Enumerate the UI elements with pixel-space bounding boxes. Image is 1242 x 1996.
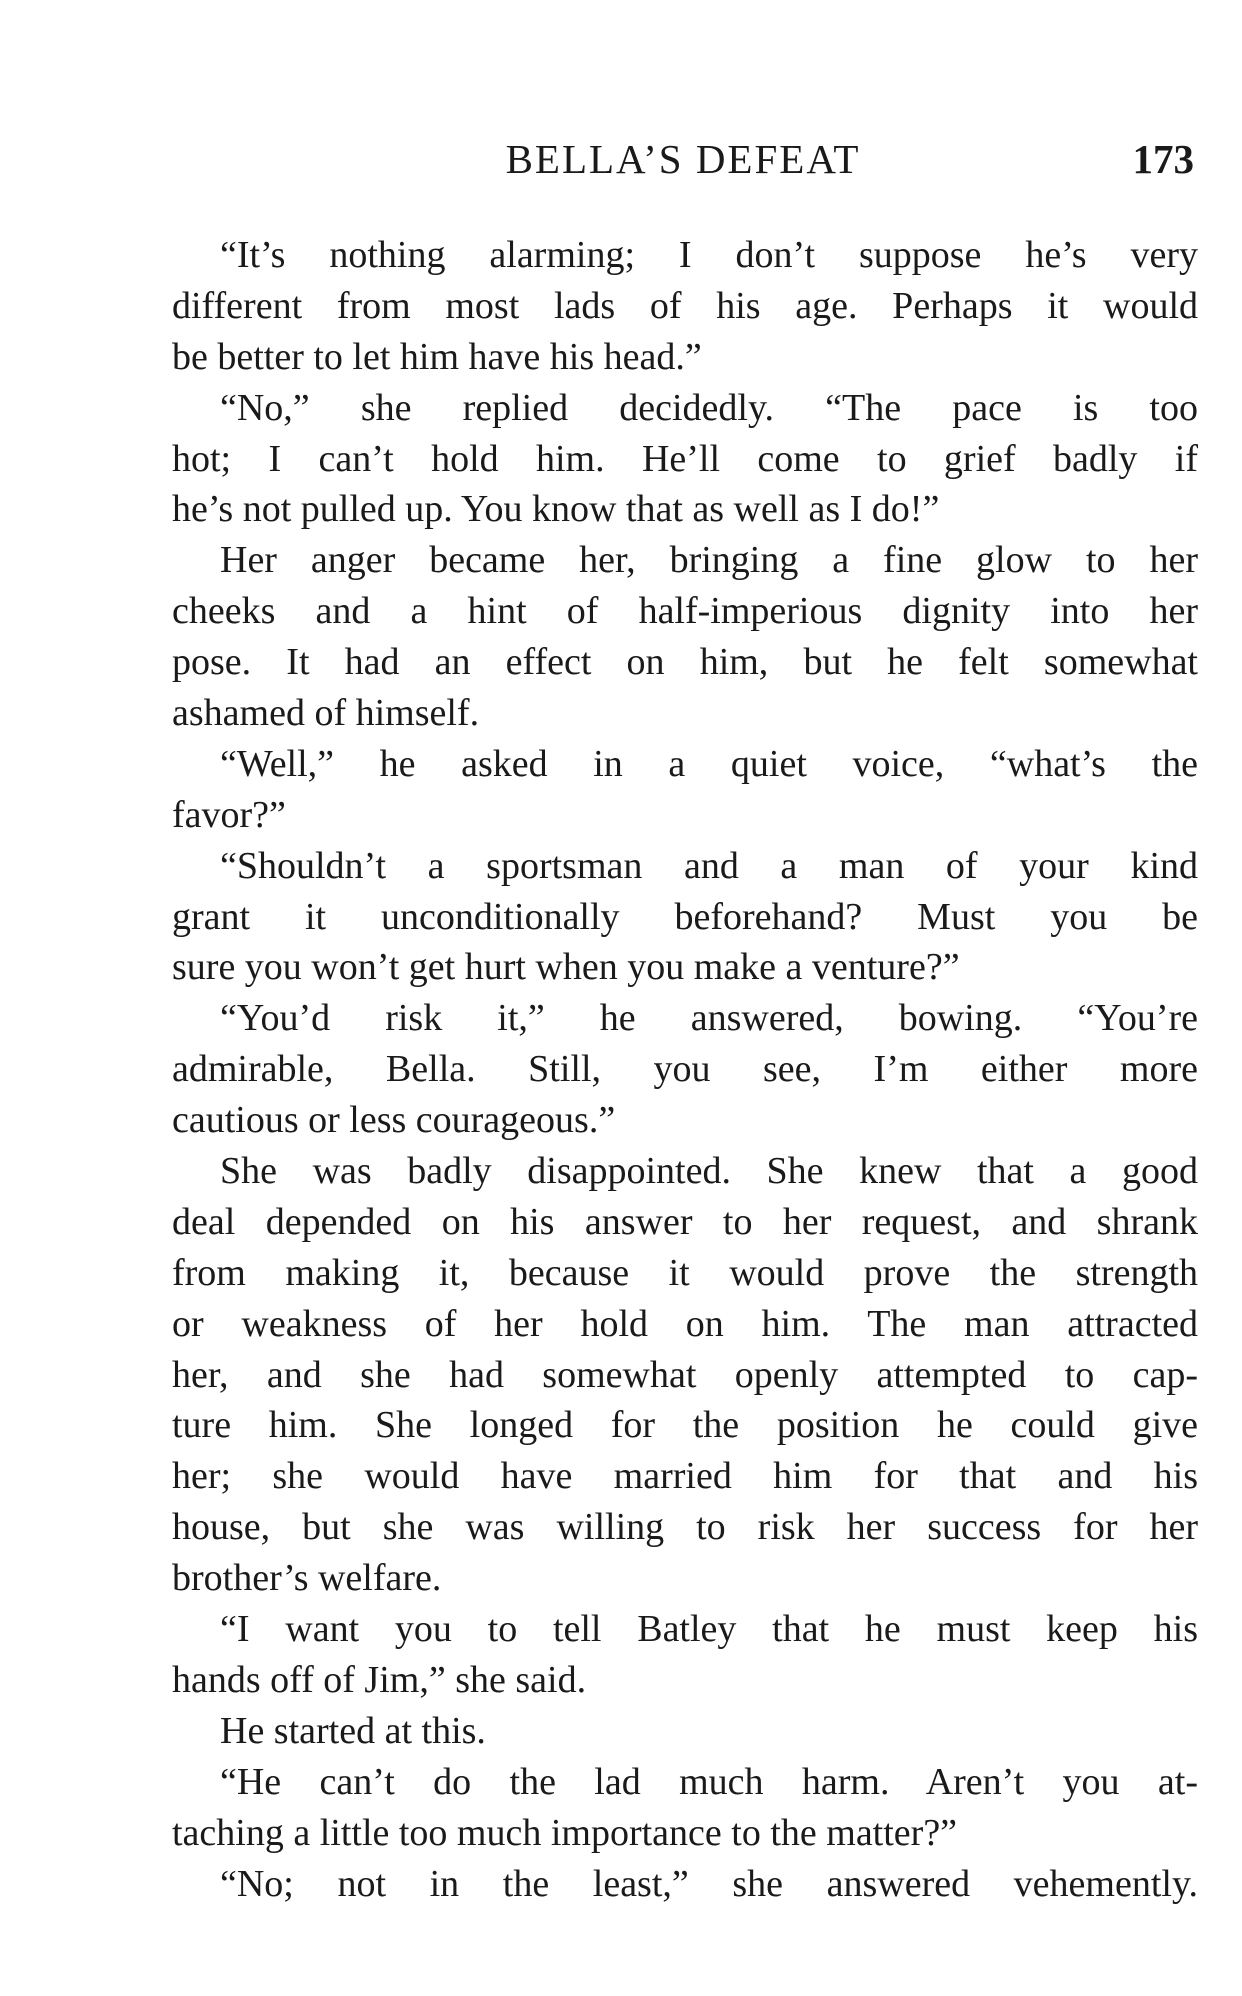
text-line: admirable, Bella. Still, you see, I’m either more [172, 1048, 1198, 1091]
text-line: “Well,” he asked in a quiet voice, “what’s the [220, 742, 1198, 785]
text-line: pose. It had an effect on him, but he felt somewhat [172, 641, 1198, 684]
text-line: cheeks and a hint of half-imperious dignity into her [172, 590, 1198, 633]
body-text [172, 230, 1198, 1909]
text-line: “It’s nothing alarming; I don’t suppose he’s very [220, 234, 1198, 276]
text-line: be better to let him have his head.” [172, 335, 702, 378]
text-line: hands off of Jim,” she said. [172, 1658, 587, 1701]
text-line: her, and she had somewhat openly attempted to cap- [172, 1353, 1198, 1396]
text-line: She was badly disappointed. She knew that a good [220, 1150, 1198, 1193]
text-line: from making it, because it would prove the strength [172, 1251, 1198, 1294]
text-line: or weakness of her hold on him. The man attracted [172, 1302, 1198, 1345]
text-line: He started at this. [220, 1709, 486, 1752]
text-line: hot; I can’t hold him. He’ll come to grief badly if [172, 437, 1198, 480]
text-line: favor?” [172, 793, 286, 836]
text-line: ture him. She longed for the position he could give [172, 1404, 1198, 1447]
text-line: “No,” she replied decidedly. “The pace is too [220, 386, 1198, 429]
text-line: “No; not in the least,” she answered vehemently. [220, 1862, 1198, 1905]
text-line: he’s not pulled up. You know that as well as I do!” [172, 488, 940, 531]
text-line: ashamed of himself. [172, 692, 480, 735]
running-title: BELLA’S DEFEAT [505, 136, 861, 182]
text-line: “Shouldn’t a sportsman and a man of your kind [220, 844, 1198, 887]
text-line: “You’d risk it,” he answered, bowing. “You’re [220, 997, 1198, 1040]
text-line: “I want you to tell Batley that he must keep his [220, 1608, 1198, 1651]
text-line: deal depended on his answer to her request, and shrank [172, 1200, 1198, 1243]
page-number: 173 [1132, 136, 1194, 182]
text-line: house, but she was willing to risk her success for her [172, 1506, 1198, 1549]
running-head [172, 134, 1194, 184]
text-line: brother’s welfare. [172, 1557, 442, 1600]
text-line: taching a little too much importance to the matter?” [172, 1811, 958, 1854]
text-line: grant it unconditionally beforehand? Must you be [172, 895, 1198, 938]
text-line: Her anger became her, bringing a fine glow to her [220, 539, 1198, 582]
text-line: “He can’t do the lad much harm. Aren’t you at- [220, 1760, 1198, 1803]
text-line: her; she would have married him for that and his [172, 1455, 1198, 1498]
text-line: different from most lads of his age. Perhaps it would [172, 284, 1198, 327]
text-line: sure you won’t get hurt when you make a venture?” [172, 946, 960, 989]
text-line: cautious or less courageous.” [172, 1099, 616, 1142]
